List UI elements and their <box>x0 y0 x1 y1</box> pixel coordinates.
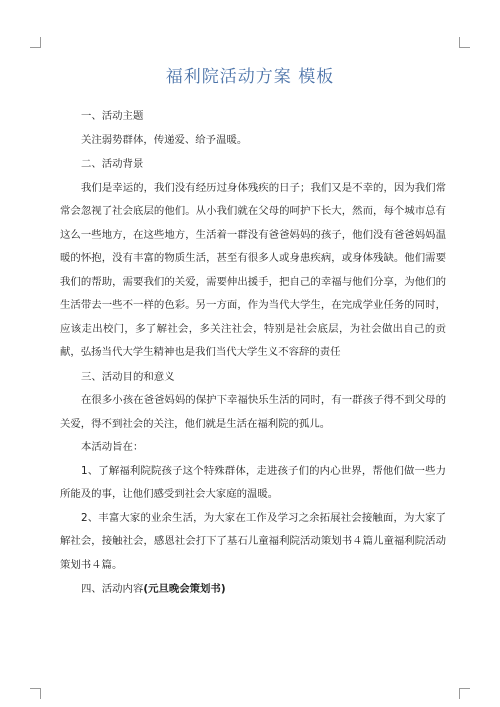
section-heading: 三、活动目的和意义 <box>81 370 175 383</box>
document-body <box>60 104 446 602</box>
section-heading <box>60 578 446 602</box>
paragraph: 本活动旨在： <box>81 441 144 453</box>
crop-mark-bottom-left <box>30 688 41 699</box>
section-heading-suffix: (元旦晚会策划书) <box>143 583 226 595</box>
paragraph: 1、了解福利院院孩子这个特殊群体，走进孩子们的内心世界，帮他们做一些力所能及的事，让他们感受到社会大家庭的温暖。 <box>60 464 446 500</box>
crop-mark-bottom-right <box>459 688 470 699</box>
section-heading-text: 四、活动内容 <box>81 583 144 595</box>
paragraph: 关注弱势群体，传递爱、给予温暖。 <box>81 133 248 146</box>
paragraph: 2、丰富大家的业余生活，为大家在工作及学习之余拓展社会接触面，为大家了解社会，接触社会，感恩社会打下了基石儿童福利院活动策划书４篇儿童福利院活动策划书４篇。 <box>60 511 446 571</box>
crop-mark-top-left <box>30 37 41 48</box>
crop-mark-top-right <box>459 37 470 48</box>
section-heading: 一、活动主题 <box>81 110 144 122</box>
section-heading: 二、活动背景 <box>81 158 144 170</box>
document-title: 福利院活动方案 模板 <box>165 67 335 87</box>
paragraph: 在很多小孩在爸爸妈妈的保护下幸福快乐生活的同时，有一群孩子得不到父母的关爱，得不到社会的关注，他们就是生活在福利院的孤儿。 <box>60 394 446 430</box>
paragraph: 我们是幸运的，我们没有经历过身体残疾的日子；我们又是不幸的，因为我们常常会忽视了社会底层的他们。从小我们就在父母的呵护下长大，然而，每个城市总有这么一些地方，在这些地方，生活着一群没有爸爸妈妈的孩子，他们没有爸爸妈妈温暖的怀抱，没有丰富的物质生活，甚至有很多人或身患疾病，或身体残缺。他们需要我们的帮助，需要我们的关爱，需要伸出援手，把自己的幸福与他们分享，为他们的生活带去一些不一样的色彩。另一方面，作为当代大学生，在完成学业任务的同时，应该走出校门，多了解社会，多关注社会，特别是社会底层，为社会做出自己的贡献，弘扬当代大学生精神也是我们当代大学生义不容辞的责任 <box>60 181 446 358</box>
